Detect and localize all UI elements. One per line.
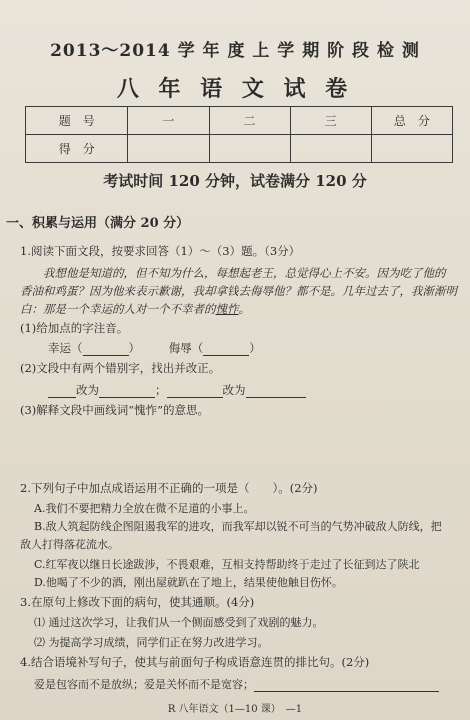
sub2-sep: ；: [155, 383, 167, 397]
q3-sentence-2: ⑵ 为提高学习成绩，同学们正在努力改进学习。: [34, 636, 269, 649]
exam-title: 2013～2014 学 年 度 上 学 期 阶 段 检 测: [50, 41, 420, 61]
sub2-change2: 改为: [222, 383, 246, 397]
sub1-xingyun: 幸运（: [48, 341, 83, 355]
correction-2-blank[interactable]: [246, 397, 306, 398]
q1-sub2-answers: [48, 382, 470, 398]
sub1-wuru: ） 侮辱（: [128, 341, 204, 355]
score-input-total[interactable]: [371, 135, 452, 163]
sub1-close: ）: [249, 341, 261, 355]
wuru-answer-blank[interactable]: [203, 355, 249, 356]
passage-line-3-text: 白：那是一个幸运的人对一个不幸者的: [20, 302, 216, 316]
q1-sub1: (1)给加点的字注音。: [20, 321, 129, 335]
score-table-header-row: [26, 107, 453, 135]
score-cell-label: 题 号: [26, 107, 128, 135]
question-1-prompt: 1.阅读下面文段，按要求回答（1）～（3）题。（3分）: [20, 244, 301, 258]
q1-sub2: (2)文段中有两个错别字，找出并改正。: [20, 361, 221, 375]
score-cell-part3: 三: [290, 107, 371, 135]
exam-time-info: 考试时间 120 分钟，试卷满分 120 分: [103, 172, 367, 190]
q1-sub1-answers: [48, 340, 470, 356]
q2-option-b-line2: 敌人打得落花流水。: [20, 538, 119, 551]
score-table-score-row: [26, 135, 453, 163]
passage-line-1: 我想他是知道的，但不知为什么，每想起老王，总觉得心上不安。因为吃了他的: [43, 266, 446, 280]
passage-line-3-end: 。: [238, 302, 250, 316]
xingyun-answer-blank[interactable]: [83, 355, 129, 356]
section-heading: 一、积累与运用（满分 20 分）: [6, 216, 190, 231]
typo-2-blank[interactable]: [167, 397, 223, 398]
question-3-prompt: 3.在原句上修改下面的病句，使其通顺。(4分): [20, 595, 255, 609]
q2-option-c: C.红军夜以继日长途跋涉，不畏艰难，互相支持帮助终于走过了长征到达了陕北: [34, 558, 420, 571]
q2-option-b-line1: B.敌人筑起防线企图阻遏我军的进攻，而我军却以锐不可当的气势冲破敌人防线，把: [34, 520, 442, 533]
q4-sentence: [34, 676, 470, 692]
page-footer: R 八年语文（1—10 课） —1: [167, 704, 303, 715]
correction-1-blank[interactable]: [99, 397, 155, 398]
score-input-part3[interactable]: [290, 135, 371, 163]
score-input-part2[interactable]: [209, 135, 290, 163]
q2-option-d: D.他喝了不少的酒，刚出屋就趴在了地上，结果使他触目伤怀。: [34, 576, 343, 589]
q4-given-text: 爱是包容而不是放纵；爱是关怀而不是宽容；: [34, 678, 254, 691]
reading-passage: [20, 264, 458, 318]
score-input-part1[interactable]: [128, 135, 209, 163]
score-cell-part1: 一: [128, 107, 209, 135]
score-row-label: 得 分: [26, 135, 128, 163]
q2-option-a: A.我们不要把精力全放在微不足道的小事上。: [34, 502, 255, 515]
passage-line-2: 香油和鸡蛋？因为他来表示歉谢，我却拿钱去侮辱他？都不是。几年过去了，我渐渐明: [20, 284, 457, 298]
score-cell-part2: 二: [209, 107, 290, 135]
typo-1-blank[interactable]: [48, 397, 76, 398]
q4-answer-blank[interactable]: [254, 691, 439, 692]
q3-sentence-1: ⑴ 通过这次学习，让我们从一个侧面感受到了戏剧的魅力。: [34, 616, 324, 629]
score-cell-total: 总 分: [371, 107, 452, 135]
question-2-prompt: 2.下列句子中加点成语运用不正确的一项是（ ）。(2分): [20, 481, 318, 495]
passage-line-3: [20, 300, 458, 318]
question-4-prompt: 4.结合语境补写句子，使其与前面句子构成语意连贯的排比句。(2分): [20, 655, 370, 669]
q1-sub3: (3)解释文段中画线词“愧怍”的意思。: [20, 403, 210, 417]
score-table: [25, 106, 453, 163]
sub2-change1: 改为: [76, 383, 99, 397]
paper-title: 八 年 语 文 试 卷: [116, 76, 354, 102]
underlined-word: 愧怍: [215, 302, 239, 316]
